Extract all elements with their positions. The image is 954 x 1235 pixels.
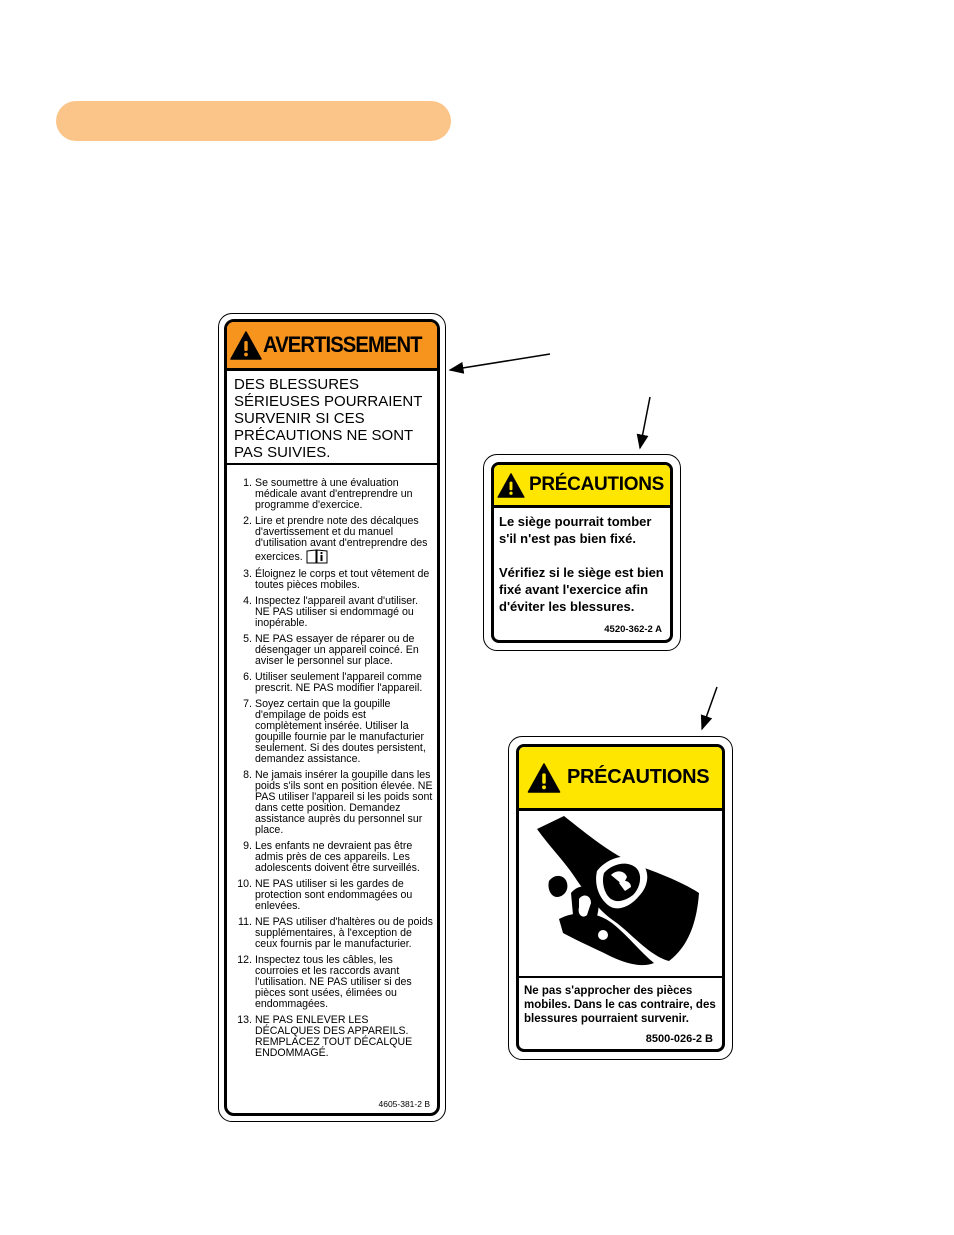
list-item: 4. Inspectez l'appareil avant d'utiliser. NE PAS utiliser si endommagé ou inopérable. bbox=[243, 595, 419, 629]
list-item: 13. NE PAS ENLEVER LES DÉCALQUES DES APPAREILS. REMPLACEZ TOUT DÉCALQUE ENDOMMAGÉ. bbox=[237, 1014, 413, 1059]
warning-decal-code: 4605-381-2 B bbox=[378, 1099, 430, 1109]
warning-decal bbox=[218, 313, 446, 1122]
list-item: 10. NE PAS utiliser si les gardes de protection sont endommagées ou enlevées. bbox=[237, 878, 413, 912]
lead-line: DES BLESSURES bbox=[234, 376, 360, 393]
warning-title: AVERTISSEMENT bbox=[263, 332, 422, 357]
manual-book-icon bbox=[306, 549, 328, 564]
seat-caution-text bbox=[494, 508, 670, 615]
seat-caution-paragraph: Le siège pourrait tomber s'il n'est pas bien fixé. bbox=[499, 514, 652, 546]
pinch-decal-code: 8500-026-2 B bbox=[645, 1033, 713, 1045]
caution-triangle-icon bbox=[497, 473, 525, 498]
lead-line: PRÉCAUTIONS NE SONT bbox=[234, 427, 414, 444]
arrow-to-pinch-decal bbox=[702, 687, 717, 729]
list-item: 5. NE PAS essayer de réparer ou de désengager un appareil coincé. En aviser le personnel sur place. bbox=[243, 633, 419, 667]
warning-triangle-icon bbox=[230, 331, 262, 360]
list-item: 2. Lire et prendre note des décalques d'avertissement et du manuel d'utilisation avant d'entreprendre des exercices. bbox=[243, 515, 428, 563]
pinch-caution-decal bbox=[508, 736, 733, 1060]
caution-triangle-icon bbox=[527, 763, 561, 793]
lead-line: PAS SUIVIES. bbox=[234, 444, 331, 461]
list-item: 3. Éloignez le corps et tout vêtement de toutes pièces mobiles. bbox=[243, 568, 430, 591]
pinch-hazard-pictogram bbox=[519, 811, 722, 978]
pinch-caution-text: Ne pas s'approcher des pièces mobiles. Dans le cas contraire, des blessures pourraient survenir. bbox=[524, 985, 716, 1025]
list-item: 8. Ne jamais insérer la goupille dans les poids s'ils sont en position élevée. NE PAS utiliser l'appareil si les poids sont dans cette position. Demandez assistance auprès du personnel sur place. bbox=[243, 769, 433, 836]
arrow-to-seat-decal bbox=[640, 397, 650, 448]
warning-lead bbox=[227, 371, 437, 465]
seat-caution-decal bbox=[483, 454, 681, 651]
hand-pinch-icon bbox=[519, 811, 724, 976]
list-item: 7. Soyez certain que la goupille d'empilage de poids est complètement insérée. Utiliser la goupille fournie par le manufacturier seulement. Si des doutes persistent, demandez assistance. bbox=[243, 698, 426, 765]
list-item: 11. NE PAS utiliser d'haltères ou de poids supplémentaires, à l'exception de ceux fournis par le manufacturier. bbox=[238, 916, 433, 950]
lead-line: SURVENIR SI CES bbox=[234, 410, 365, 427]
list-item: 9. Les enfants ne devraient pas être admis près de ces appareils. Les adolescents doivent être surveillés. bbox=[243, 840, 420, 874]
seat-caution-paragraph: Vérifiez si le siège est bien fixé avant l'exercice afin d'éviter les blessures. bbox=[499, 565, 664, 614]
seat-caution-title: PRÉCAUTIONS bbox=[529, 474, 664, 495]
seat-decal-code: 4520-362-2 A bbox=[604, 624, 662, 635]
warning-list bbox=[227, 478, 437, 1059]
pinch-caution-title: PRÉCAUTIONS bbox=[567, 766, 710, 788]
list-item: 12. Inspectez tous les câbles, les courroies et les raccords avant l'utilisation. NE PAS utiliser si des pièces sont usées, élimées ou endommagées. bbox=[237, 954, 412, 1010]
list-item: 1. Se soumettre à une évaluation médicale avant d'entreprendre un programme d'exercice. bbox=[243, 477, 413, 511]
list-item: 6. Utiliser seulement l'appareil comme prescrit. NE PAS modifier l'appareil. bbox=[243, 671, 423, 694]
lead-line: SÉRIEUSES POURRAIENT bbox=[234, 393, 423, 410]
arrow-to-warning-decal bbox=[450, 354, 550, 370]
seat-caution-header bbox=[494, 465, 670, 508]
warning-header bbox=[227, 322, 437, 371]
pinch-caution-header bbox=[519, 747, 722, 811]
